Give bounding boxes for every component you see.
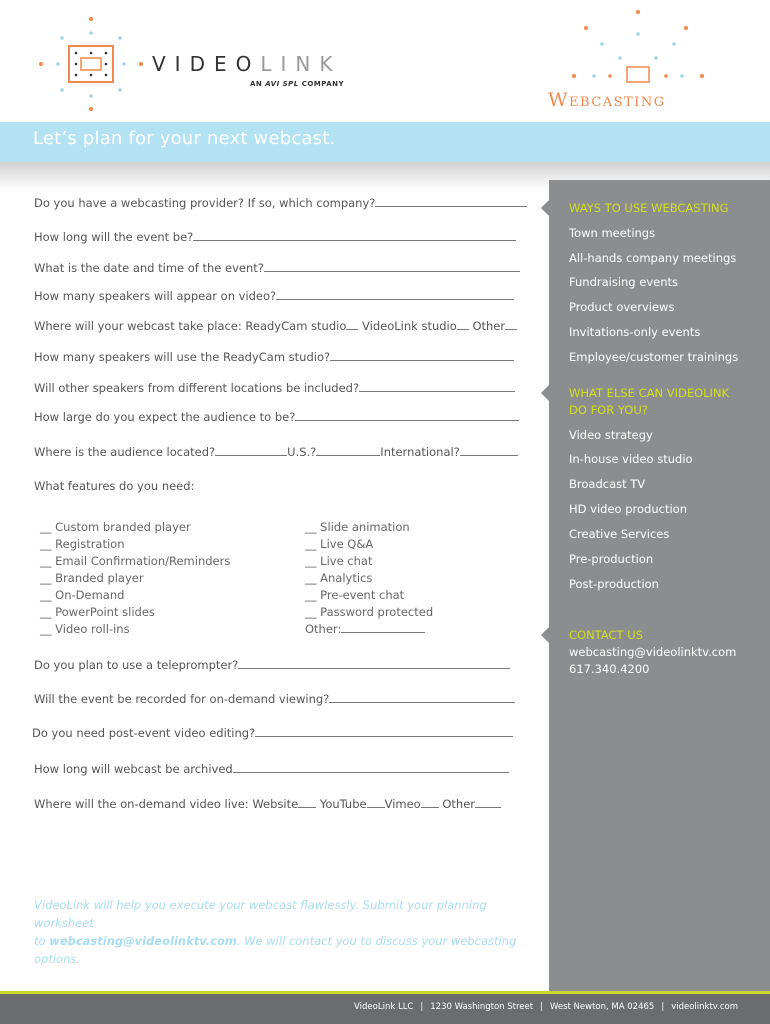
sidebar-item-all-hands: All-hands company meetings — [569, 251, 737, 265]
question-readycam-speakers-label: How many speakers will use the ReadyCam studio? — [34, 350, 331, 364]
answer-archived-field[interactable] — [233, 763, 509, 773]
sidebar-notch-else — [541, 385, 549, 401]
question-recorded-label: Will the event be recorded for on-demand viewing? — [34, 692, 330, 706]
closing-message — [34, 896, 534, 968]
sidebar-heading-contact: CONTACT US — [569, 628, 643, 642]
answer-website-field[interactable] — [298, 798, 316, 808]
answer-date-time-field[interactable] — [264, 262, 520, 272]
sidebar-item-video-strategy: Video strategy — [569, 428, 653, 442]
question-location — [34, 319, 517, 333]
title-banner — [0, 122, 770, 162]
closing-line-1: VideoLink will help you execute your webcast flawlessly. Submit your planning worksheet — [34, 898, 487, 930]
answer-readycam-speakers-field[interactable] — [330, 351, 514, 361]
footer-sep-2: | — [540, 1002, 543, 1012]
answer-us-field[interactable] — [316, 446, 380, 456]
question-duration-label: How long will the event be? — [34, 230, 194, 244]
answer-duration-field[interactable] — [193, 231, 516, 241]
option-youtube-label: YouTube — [319, 797, 367, 811]
answer-provider-field[interactable] — [375, 197, 527, 207]
footer-sep-3: | — [661, 1002, 665, 1012]
option-international-label: International? — [380, 445, 460, 459]
sidebar-item-fundraising: Fundraising events — [569, 275, 679, 289]
feature-on-demand[interactable]: __ On-Demand — [40, 588, 125, 602]
feature-custom-branded-player[interactable]: __ Custom branded player — [40, 520, 191, 534]
option-us-label: U.S.? — [287, 445, 317, 459]
answer-video-other-field[interactable] — [475, 798, 501, 808]
question-audience-location — [34, 445, 518, 459]
option-other-label: Other — [472, 319, 506, 333]
question-editing-label: Do you need post-event video editing? — [32, 726, 256, 740]
question-audience-location-label: Where is the audience located? — [34, 445, 216, 459]
question-duration — [34, 230, 516, 244]
sidebar-item-broadcast-tv: Broadcast TV — [569, 477, 646, 491]
question-other-speakers-label: Will other speakers from different locations be included? — [34, 381, 360, 395]
answer-location-other-field[interactable] — [505, 320, 517, 330]
question-speakers — [34, 289, 514, 303]
sidebar-notch-contact — [541, 627, 549, 643]
question-editing — [32, 726, 513, 740]
question-teleprompter-label: Do you plan to use a teleprompter? — [34, 658, 239, 672]
answer-audience-size-field[interactable] — [295, 411, 519, 421]
sidebar-notch-ways — [541, 200, 549, 216]
contact-email-link[interactable]: webcasting@videolinktv.com — [569, 645, 737, 659]
answer-editing-field[interactable] — [255, 727, 513, 737]
feature-password-protected[interactable]: __ Password protected — [305, 605, 434, 619]
answer-international-field[interactable] — [460, 446, 518, 456]
brand-name-video: VIDEO — [152, 52, 261, 76]
feature-email-confirmation[interactable]: __ Email Confirmation/Reminders — [40, 554, 231, 568]
feature-video-roll-ins[interactable]: __ Video roll-ins — [40, 622, 130, 636]
answer-vimeo-field[interactable] — [421, 798, 439, 808]
question-audience-size-label: How large do you expect the audience to be? — [34, 410, 296, 424]
webcasting-title: Webcasting — [548, 89, 666, 111]
brand-name-link: LINK — [260, 52, 342, 76]
sidebar-item-town-meetings: Town meetings — [569, 226, 656, 240]
option-videolink-studio-label: VideoLink studio — [362, 319, 457, 333]
option-video-other-label: Other — [442, 797, 476, 811]
answer-audience-location-field[interactable] — [215, 446, 287, 456]
footer-sep-1: | — [420, 1002, 424, 1012]
sidebar-item-in-house-studio: In-house video studio — [569, 452, 693, 466]
feature-slide-animation[interactable]: __ Slide animation — [305, 520, 410, 534]
sidebar-item-hd-video: HD video production — [569, 502, 687, 516]
sidebar-item-creative: Creative Services — [569, 527, 670, 541]
answer-teleprompter-field[interactable] — [238, 659, 510, 669]
question-other-speakers — [34, 381, 515, 395]
page-title: Let’s plan for your next webcast. — [33, 128, 336, 149]
sidebar-heading-ways: WAYS TO USE WEBCASTING — [569, 201, 729, 215]
question-archived — [34, 762, 509, 776]
closing-suffix: . We will contact you to discuss your webcasting options. — [34, 934, 517, 966]
footer-site-link[interactable]: videolinktv.com — [671, 1002, 738, 1012]
question-speakers-label: How many speakers will appear on video? — [34, 289, 277, 303]
feature-other-label: Other: — [305, 622, 342, 636]
question-provider-label: Do you have a webcasting provider? If so, which company? — [34, 196, 376, 210]
sidebar-heading-else-1: WHAT ELSE CAN VIDEOLINK — [569, 386, 730, 400]
feature-analytics[interactable]: __ Analytics — [305, 571, 373, 585]
tagline-suffix: COMPANY — [301, 80, 345, 88]
question-location-label: Where will your webcast take place: ReadyCam studio — [34, 319, 347, 333]
question-teleprompter — [34, 658, 510, 672]
feature-live-qa[interactable]: __ Live Q&A — [305, 537, 374, 551]
closing-line-2 — [34, 932, 534, 968]
question-readycam-speakers — [34, 350, 514, 364]
sidebar-item-pre-production: Pre-production — [569, 552, 654, 566]
sidebar-item-trainings: Employee/customer trainings — [569, 350, 739, 364]
question-video-location-label: Where will the on-demand video live: Website — [34, 797, 299, 811]
feature-other — [305, 621, 425, 638]
tagline-prefix: AN — [250, 80, 263, 88]
question-features: What features do you need: — [34, 479, 195, 493]
question-provider — [34, 196, 527, 210]
footer — [0, 994, 770, 1024]
answer-readycam-field[interactable] — [346, 320, 358, 330]
feature-live-chat[interactable]: __ Live chat — [305, 554, 373, 568]
webcasting-logo-icon — [566, 6, 706, 86]
sidebar-item-post-production: Post-production — [569, 577, 659, 591]
feature-other-field[interactable] — [341, 623, 425, 633]
closing-email-link[interactable]: webcasting@videolinktv.com — [49, 934, 237, 948]
question-video-location — [34, 797, 501, 811]
footer-company: VideoLink LLC — [354, 1002, 414, 1012]
brand-wordmark — [152, 52, 341, 76]
answer-recorded-field[interactable] — [329, 693, 515, 703]
answer-videolink-studio-field[interactable] — [457, 320, 469, 330]
question-archived-label: How long will webcast be archived — [34, 762, 233, 776]
feature-branded-player[interactable]: __ Branded player — [40, 571, 144, 585]
footer-address — [354, 1002, 738, 1012]
feature-registration[interactable]: __ Registration — [40, 537, 125, 551]
feature-pre-event-chat[interactable]: __ Pre-event chat — [305, 588, 405, 602]
footer-city: West Newton, MA 02465 — [549, 1002, 655, 1012]
videolink-logo-icon — [36, 16, 146, 112]
brand-tagline — [250, 80, 344, 88]
footer-street: 1230 Washington Street — [430, 1002, 534, 1012]
question-date-time-label: What is the date and time of the event? — [34, 261, 264, 275]
feature-powerpoint-slides[interactable]: __ PowerPoint slides — [40, 605, 155, 619]
sidebar-heading-else-2: DO FOR YOU? — [569, 403, 648, 417]
tagline-mark: AVI SPL — [265, 80, 299, 88]
answer-speakers-field[interactable] — [276, 290, 514, 300]
contact-phone: 617.340.4200 — [569, 662, 650, 676]
question-audience-size — [34, 410, 519, 424]
sidebar-item-product-overviews: Product overviews — [569, 300, 675, 314]
question-recorded — [34, 692, 515, 706]
sidebar-item-invitations: Invitations-only events — [569, 325, 701, 339]
option-vimeo-label: Vimeo — [384, 797, 421, 811]
answer-youtube-field[interactable] — [367, 798, 385, 808]
closing-prefix: to — [34, 934, 50, 948]
question-date-time — [34, 261, 520, 275]
answer-other-speakers-field[interactable] — [359, 382, 515, 392]
